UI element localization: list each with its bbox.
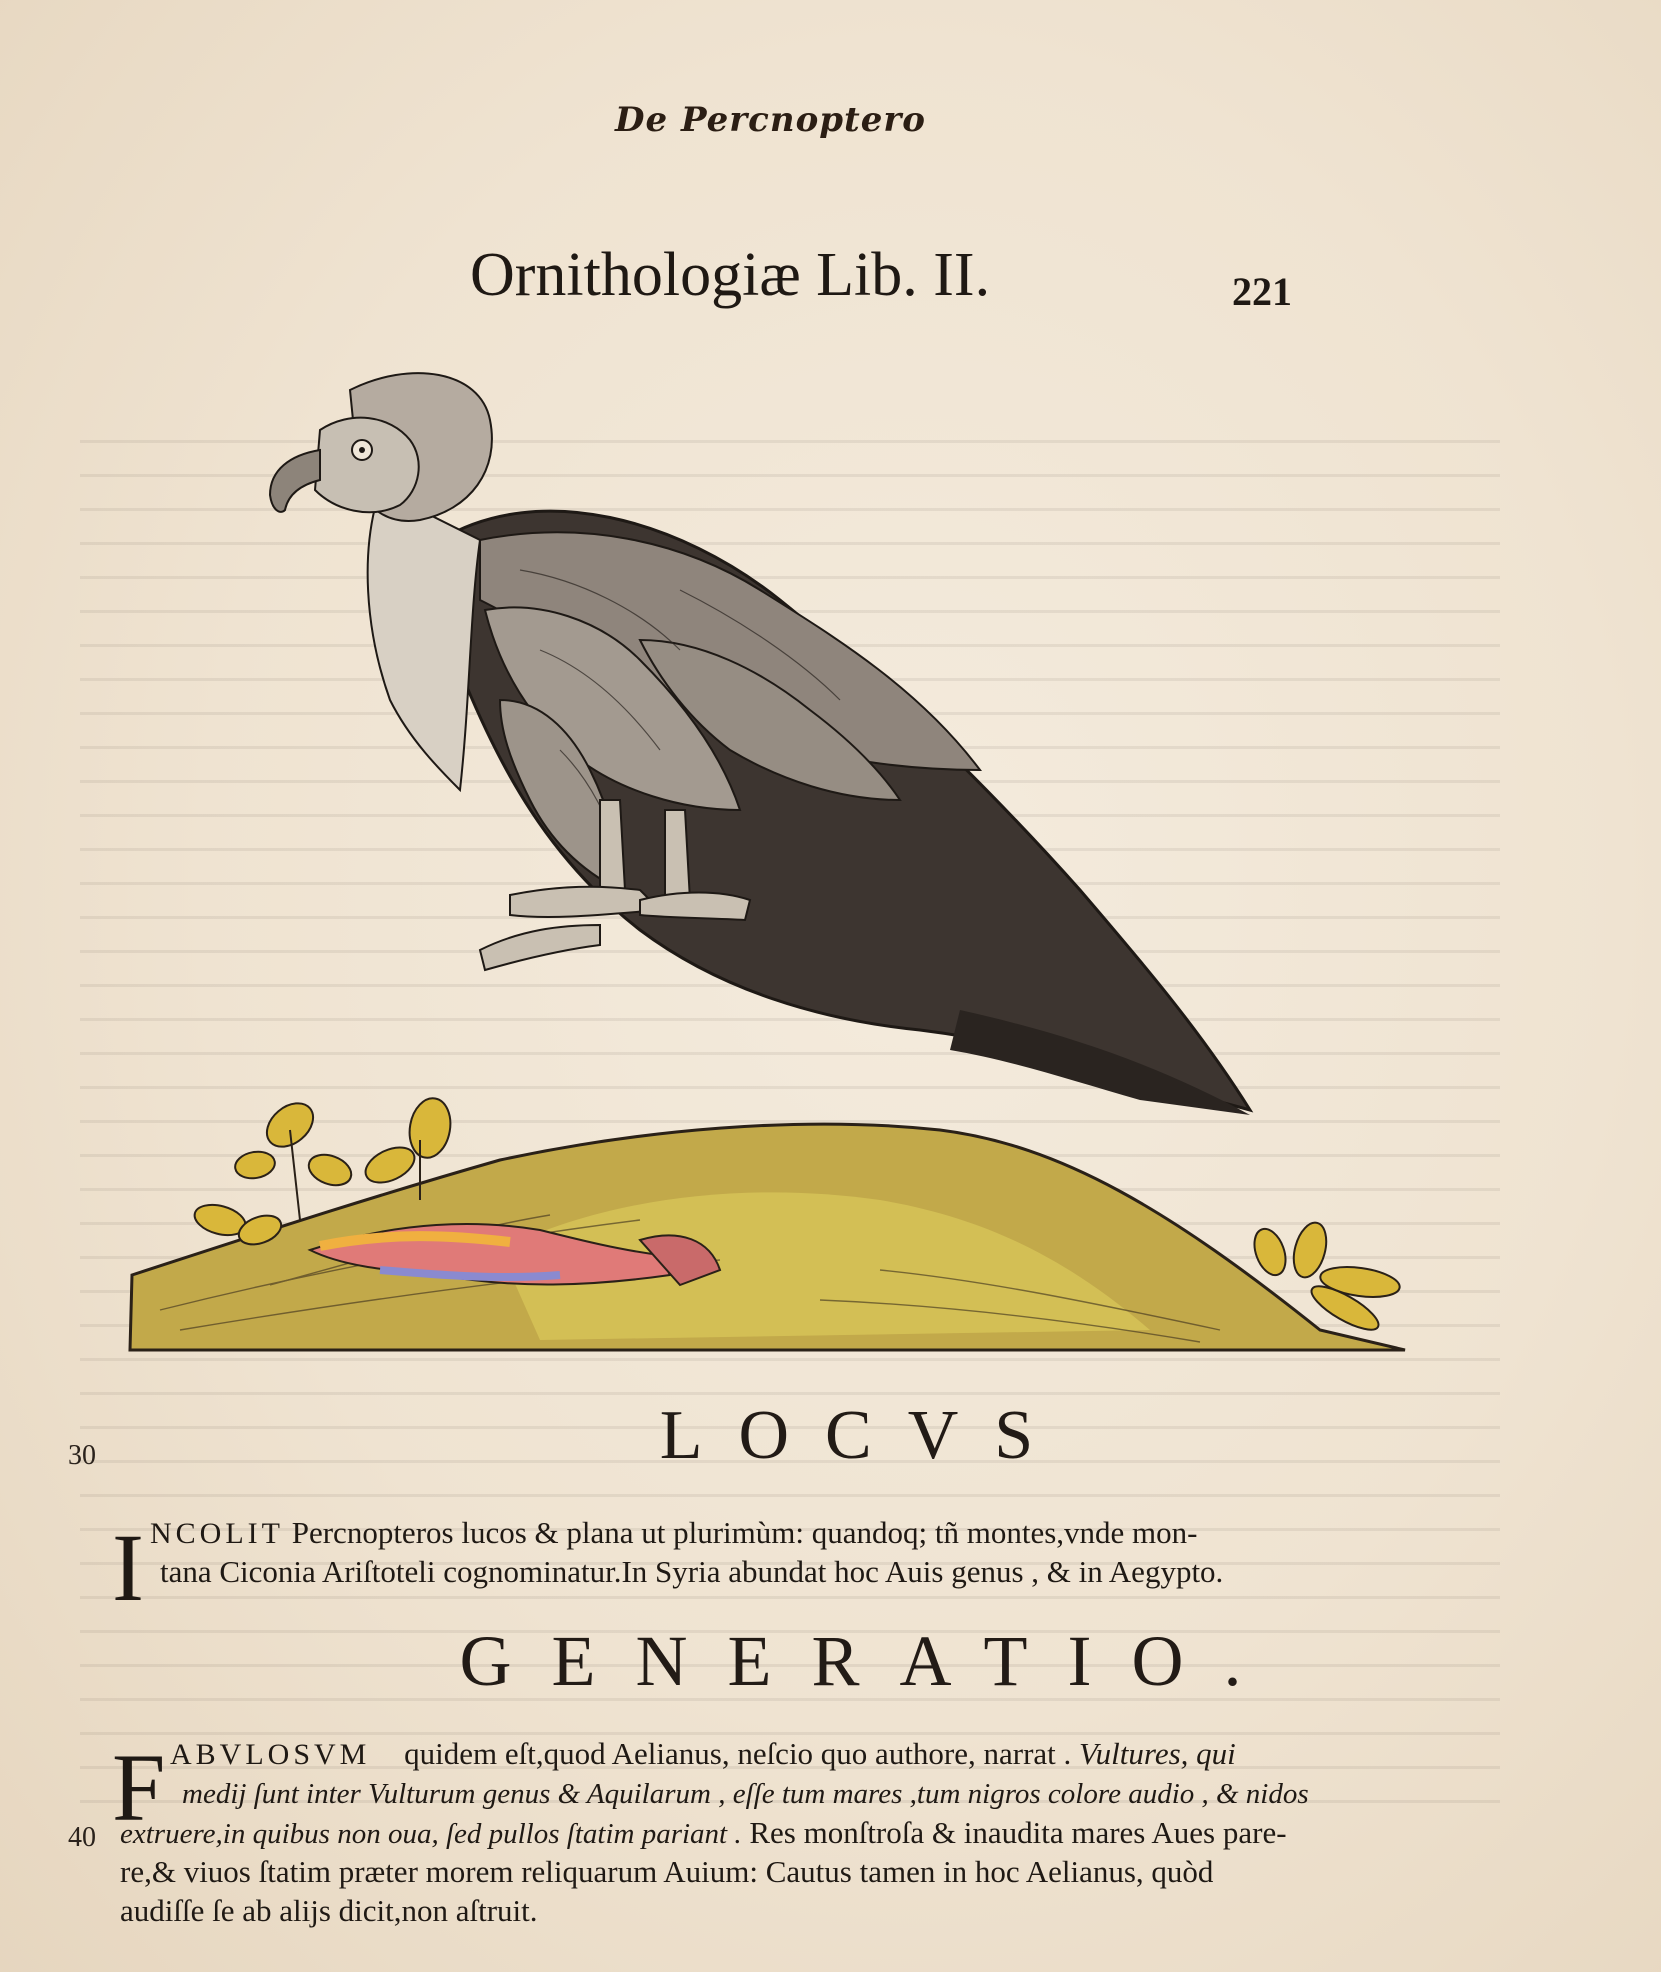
generatio-line-2: medij ſunt inter Vulturum genus & Aquilarum , eſſe tum mares ,tum nigros colore audio , & nidos — [182, 1778, 1309, 1810]
generatio-line-1 — [170, 1735, 1236, 1774]
locus-lead-word: NCOLIT — [150, 1517, 284, 1550]
generatio-line-3 — [120, 1814, 1287, 1853]
line-number-40: 40 — [68, 1822, 96, 1853]
locus-line-1-text: Percnopteros lucos & plana ut plurimùm: quandoq; tñ montes,vnde mon- — [291, 1515, 1198, 1550]
line-number-30: 30 — [68, 1440, 96, 1471]
locus-heading: LOCVS — [659, 1397, 1070, 1474]
generatio-line-4: re,& viuos ſtatim præter morem reliquarum Auium: Cautus tamen in hoc Aelianus, quòd — [120, 1854, 1214, 1889]
generatio-line-3-italic: extruere,in quibus non oua, ſed pullos ſtatim pariant . — [120, 1818, 742, 1850]
locus-dropcap: I — [112, 1514, 144, 1621]
vulture-woodcut-illustration — [120, 370, 1450, 1360]
generatio-lead-word: ABVLOSVM — [170, 1738, 371, 1771]
vulture-beak — [270, 450, 320, 512]
generatio-line-3-roman: Res monſtroſa & inaudita mares Aues pare- — [749, 1815, 1287, 1850]
generatio-line-1-italic: Vultures, qui — [1079, 1736, 1236, 1771]
running-head: Ornithologiæ Lib. II. — [470, 241, 991, 309]
vulture-chest — [368, 490, 480, 790]
locus-line-1 — [150, 1514, 1198, 1553]
generatio-line-5: audiſſe ſe ab alijs dicit,non aſtruit. — [120, 1893, 538, 1928]
generatio-dropcap: F — [112, 1734, 166, 1841]
generatio-heading: GENERATIO. — [459, 1621, 1282, 1701]
handwritten-heading: De Percnoptero — [615, 100, 926, 140]
generatio-line-1-roman: quidem eſt,quod Aelianus, neſcio quo authore, narrat . — [404, 1736, 1072, 1771]
locus-line-2: tana Ciconia Ariſtoteli cognominatur.In Syria abundat hoc Auis genus , & in Aegypto. — [160, 1554, 1224, 1589]
vulture-head — [315, 418, 419, 513]
page-number: 221 — [1232, 269, 1292, 314]
